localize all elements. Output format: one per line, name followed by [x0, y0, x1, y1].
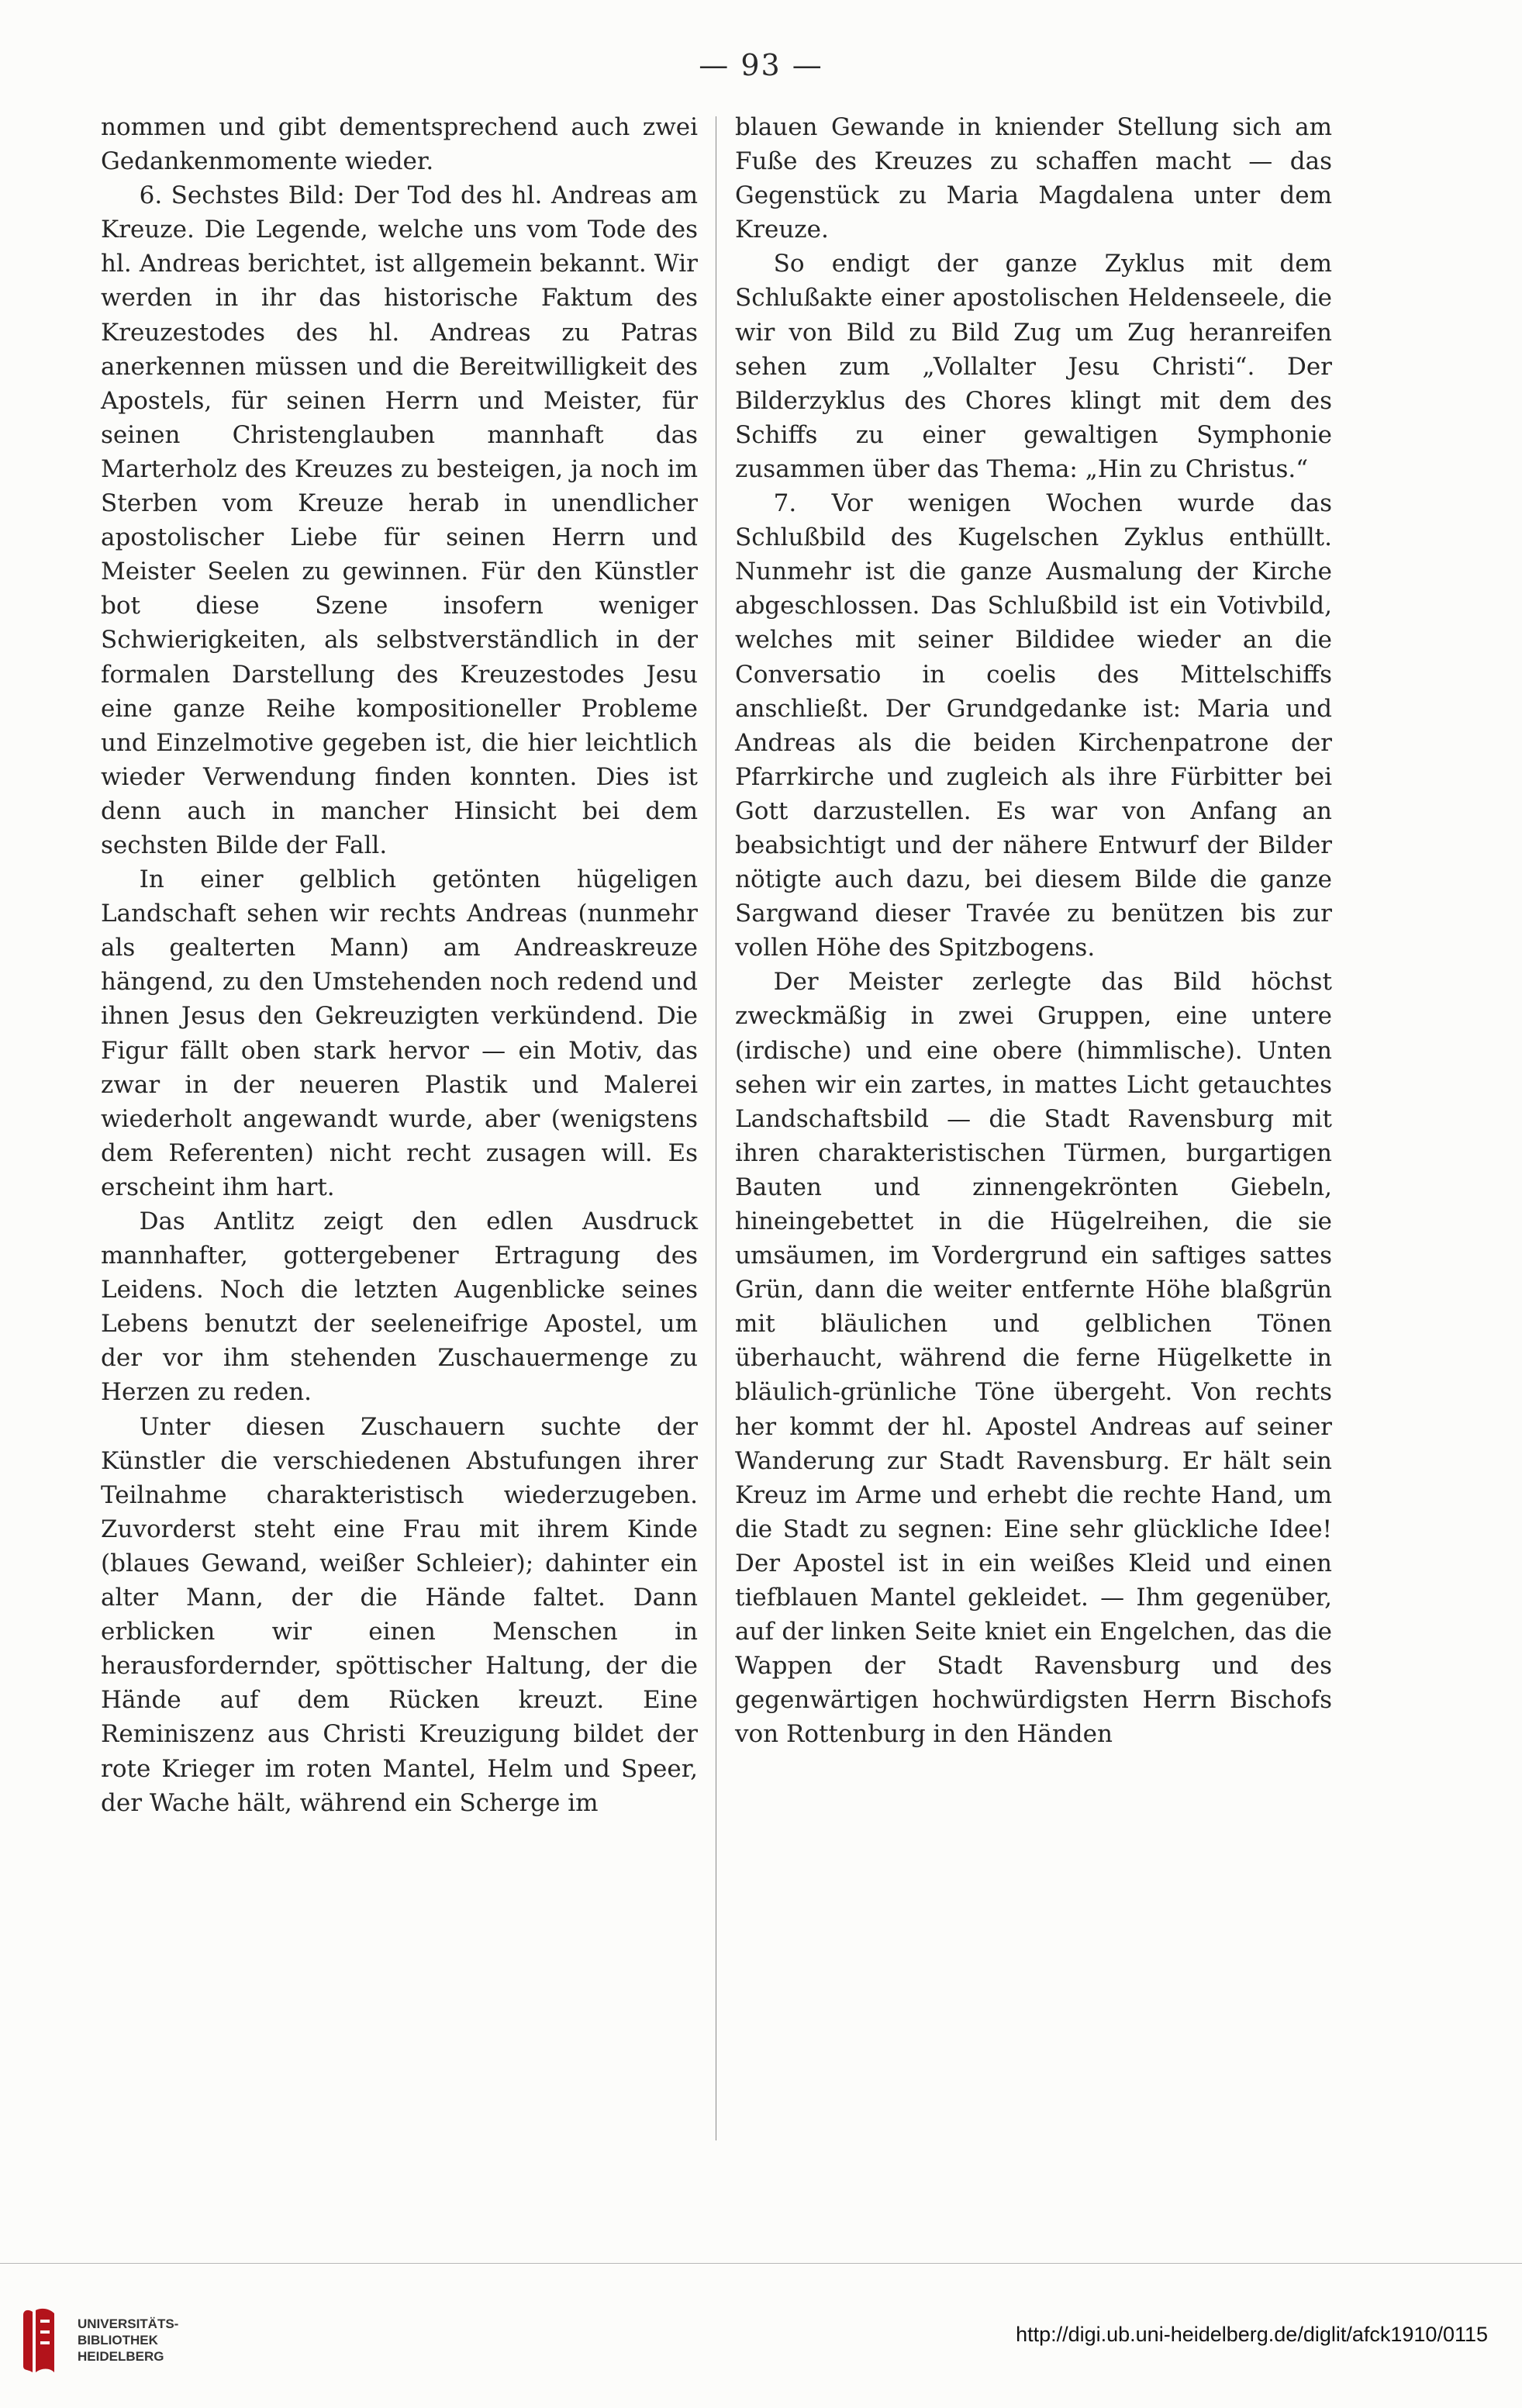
library-name-line: UNIVERSITÄTS- — [78, 2316, 179, 2331]
paragraph: nommen und gibt dementsprechend auch zwei Gedankenmomente wieder. — [101, 113, 698, 176]
paragraph: So endigt der ganze Zyklus mit dem Schlußakte einer apostolischen Heldenseele, die wir von Bild zu Bild Zug um Zug heranreifen sehen zum „Vollalter Jesu Christi“. Der Bilderzyklus des Chores klingt mit dem des Schiffs zu einer gewaltigen Symphonie zusammen über das Thema: „Hin zu Christus.“ — [735, 250, 1332, 483]
paragraph: blauen Gewande in kniender Stellung sich am Fuße des Kreuzes zu schaffen macht — das Gegenstück zu Maria Magdalena unter dem Kreuze. — [735, 113, 1332, 244]
library-name-line: HEIDELBERG — [78, 2349, 164, 2364]
paragraph: Unter diesen Zuschauern suchte der Künstler die verschiedenen Abstufungen ihrer Teilnahme charakteristisch wiederzugeben. Zuvorderst steht eine Frau mit ihrem Kinde (blaues Gewand, weißer Schleier); dahinter ein alter Mann, der die Hände faltet. Dann erblicken wir einen Menschen in herausfordernder, spöttischer Haltung, der die Hände auf dem Rücken kreuzt. Eine Reminiszenz aus Christi Kreuzigung bildet der rote Krieger im roten Mantel, Helm und Speer, der Wache hält, während ein Scherge im — [101, 1412, 698, 1817]
paragraph: Der Meister zerlegte das Bild höchst zweckmäßig in zwei Gruppen, eine untere (irdische) und eine obere (himmlische). Unten sehen wir ein zartes, in mattes Licht getauchtes Landschaftsbild — die Stadt Ravensburg mit ihren charakteristischen Türmen, burgartigen Bauten und zinnengekrönten Giebeln, hineingebettet in die Hügelreihen, die sie umsäumen, im Vordergrund ein saftiges sattes Grün, dann die weiter entfernte Höhe blaßgrün mit bläulichen und gelblichen Tönen überhaucht, während die ferne Hügelkette in bläulich-grünliche Töne übergeht. Von rechts her kommt der hl. Apostel Andreas auf seiner Wanderung zur Stadt Ravensburg. Er hält sein Kreuz im Arme und erhebt die rechte Hand, um die Stadt zu segnen: Eine sehr glückliche Idee! Der Apostel ist in ein weißes Kleid und einen tiefblauen Mantel gekleidet. — Ihm gegenüber, auf der linken Seite kniet ein Engelchen, das die Wappen der Stadt Ravensburg und des gegenwärtigen hochwürdigsten Herrn Bischofs von Rottenburg in den Händen — [735, 968, 1332, 1749]
page-number: — 93 — — [699, 48, 823, 82]
right-column — [735, 110, 1332, 1752]
heidelberg-library-logo-icon — [17, 2307, 62, 2377]
library-name — [78, 2316, 178, 2365]
paragraph: In einer gelblich getönten hügeligen Landschaft sehen wir rechts Andreas (nunmehr als gealterten Mann) am Andreaskreuze hängend, zu den Umstehenden noch redend und ihnen Jesus den Gekreuzigten verkündend. Die Figur fällt oben stark hervor — ein Motiv, das zwar in der neueren Plastik und Malerei wiederholt angewandt wurde, aber (wenigstens dem Referenten) nicht recht zusagen will. Es erscheint ihm hart. — [101, 865, 698, 1201]
left-column — [101, 110, 698, 1820]
paragraph: 6. Sechstes Bild: Der Tod des hl. Andreas am Kreuze. Die Legende, welche uns vom Tode des hl. Andreas berichtet, ist allgemein bekannt. Wir werden in ihr das historische Faktum des Kreuzestodes des hl. Andreas zu Patras anerkennen müssen und die Bereitwilligkeit des Apostels, für seinen Herrn und Meister, für seinen Christenglauben mannhaft das Marterholz des Kreuzes zu besteigen, ja noch im Sterben vom Kreuze herab in unendlicher apostolischer Liebe für seinen Herrn und Meister Seelen zu gewinnen. Für den Künstler bot diese Szene insofern weniger Schwierigkeiten, als selbstverständlich in der formalen Darstellung des Kreuzestodes Jesu eine ganze Reihe kompositioneller Probleme und Einzelmotive gegeben ist, die hier leichtlich wieder Verwendung finden konnten. Dies ist denn auch in mancher Hinsicht bei dem sechsten Bilde der Fall. — [101, 181, 698, 859]
footer-divider — [0, 2263, 1522, 2264]
paragraph: Das Antlitz zeigt den edlen Ausdruck mannhafter, gottergebener Ertragung des Leidens. Noch die letzten Augenblicke seines Lebens benutzt der seeleneifrige Apostel, um der vor ihm stehenden Zuschauermenge zu Herzen zu reden. — [101, 1207, 698, 1407]
paragraph: 7. Vor wenigen Wochen wurde das Schlußbild des Kugelschen Zyklus enthüllt. Nunmehr ist die ganze Ausmalung der Kirche abgeschlossen. Das Schlußbild ist ein Votivbild, welches mit seiner Bildidee wieder an die Conversatio in coelis des Mittelschiffs anschließt. Der Grundgedanke ist: Maria und Andreas als die beiden Kirchenpatrone der Pfarrkirche und zugleich als ihre Fürbitter bei Gott darzustellen. Es war von Anfang an beabsichtigt und der nähere Entwurf der Bilder nötigte auch dazu, bei diesem Bilde die ganze Sargwand dieser Travée zu benützen bis zur vollen Höhe des Spitzbogens. — [735, 489, 1332, 962]
library-name-line: BIBLIOTHEK — [78, 2333, 158, 2348]
source-url-link[interactable]: http://digi.ub.uni-heidelberg.de/diglit/afck1910/0115 — [1016, 2323, 1488, 2346]
